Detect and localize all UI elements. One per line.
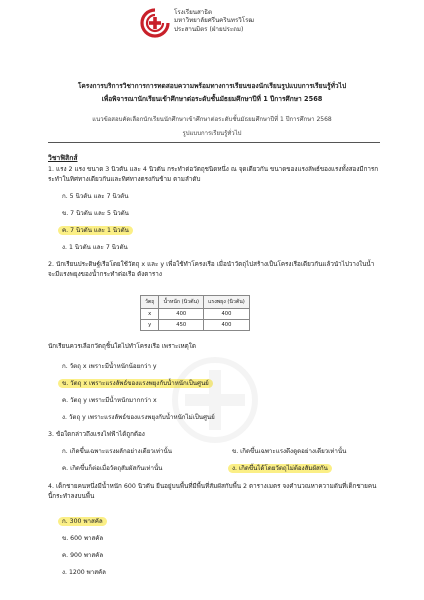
q2-option-d: ง. วัตถุ y เพราะแรงลัพธ์ของแรงพยุงกับน้ำหนักไม่เป็นศูนย์ bbox=[62, 414, 215, 421]
subject-heading: วิชาฟิสิกส์ bbox=[48, 154, 78, 162]
q2-option-c: ค. วัตถุ y เพราะมีน้ำหนักมากกว่า x bbox=[62, 397, 157, 404]
table-header-cell: แรงพยุง (นิวตัน) bbox=[204, 296, 250, 309]
table-cell: 400 bbox=[159, 309, 204, 320]
doc-subtitle-line-1: แนวข้อสอบคัดเลือกนักเรียนนักศึกษาเข้าศึกษาต่อระดับชั้นมัธยมศึกษาปีที่ 1 ปีการศึกษา 2568 bbox=[92, 116, 332, 123]
q3-option-b: ข. เกิดขึ้นเฉพาะแรงดึงดูดอย่างเดียวเท่านั้น bbox=[232, 448, 347, 455]
doc-title-line-1: โครงการบริการวิชาการการทดสอบความพร้อมทางการเรียนของนักเรียนรูปแบบการเรียนรู้ทั่วไป bbox=[77, 82, 347, 90]
question-3-text: 3. ข้อใดกล่าวถึงแรงไฟฟ้าได้ถูกต้อง bbox=[48, 431, 145, 438]
doc-subtitle-line-2: รูปแบบการเรียนรู้ทั่วไป bbox=[182, 130, 242, 137]
q4-option-a bbox=[62, 516, 107, 526]
q3-option-a: ก. เกิดขึ้นเฉพาะแรงผลักอย่างเดียวเท่านั้น bbox=[62, 448, 172, 455]
q4-answer-highlight: ก. 300 พาสคัล bbox=[58, 517, 107, 526]
q3-answer-highlight: ง. เกิดขึ้นได้โดยวัตถุไม่ต้องสัมผัสกัน bbox=[228, 464, 332, 473]
q4-option-d: ง. 1200 พาสคัล bbox=[62, 569, 106, 576]
table-cell: 400 bbox=[204, 309, 250, 320]
table-row bbox=[141, 320, 250, 331]
table-header-cell: น้ำหนัก (นิวตัน) bbox=[159, 296, 204, 309]
table-cell: 400 bbox=[204, 320, 250, 331]
q2-table bbox=[140, 295, 250, 331]
table-header-row bbox=[141, 296, 250, 309]
school-name bbox=[174, 9, 254, 34]
q4-option-c: ค. 900 พาสคัล bbox=[62, 552, 104, 559]
table-cell: x bbox=[141, 309, 159, 320]
q3-option-c: ค. เกิดขึ้นก็ต่อเมื่อวัตถุสัมผัสกันเท่านั้น bbox=[62, 465, 163, 472]
table-cell: y bbox=[141, 320, 159, 331]
question-4-text: 4. เด็กชายคนหนึ่งมีน้ำหนัก 600 นิวตัน ยืนอยู่บนพื้นที่มีพื้นที่สัมผัสกับพื้น 2 ตารางเมตร จงคำนวณหาความดันที่เด็กชายคนนี้กระทำลงบนพื้น bbox=[48, 483, 377, 500]
q1-option-b: ข. 7 นิวตัน และ 5 นิวตัน bbox=[62, 210, 129, 217]
table-row bbox=[141, 309, 250, 320]
question-1-text: 1. แรง 2 แรง ขนาด 3 นิวตัน และ 4 นิวตัน กระทำต่อวัตถุชนิดหนึ่ง ณ จุดเดียวกัน ขนาดของแรงลัพธ์ของแรงทั้งสองมีการกระทำในทิศทางเดียวกันและทิศทางตรงกันข้าม ตามลำดับ bbox=[48, 166, 379, 183]
q2-option-a: ก. วัตถุ x เพราะมีน้ำหนักน้อยกว่า y bbox=[62, 363, 157, 370]
q1-answer-highlight: ค. 7 นิวตัน และ 1 นิวตัน bbox=[58, 226, 133, 235]
q4-option-b: ข. 600 พาสคัล bbox=[62, 535, 104, 542]
q2-answer-highlight: ข. วัตถุ x เพราะแรงลัพธ์ของแรงพยุงกับน้ำหนักเป็นศูนย์ bbox=[58, 379, 213, 388]
doc-title-line-2: เพื่อพิจารณานักเรียนเข้าศึกษาต่อระดับชั้นมัธยมศึกษาปีที่ 1 ปีการศึกษา 2568 bbox=[101, 95, 323, 103]
school-line-2: มหาวิทยาลัยศรีนครินทรวิโรฒ bbox=[174, 17, 254, 25]
q2-prompt: นักเรียนควรเลือกวัตถุชิ้นใดไปทำโครงเรือ เพราะเหตุใด bbox=[48, 343, 196, 350]
watermark-logo-icon bbox=[150, 330, 280, 530]
table-header-cell: วัตถุ bbox=[141, 296, 159, 309]
school-line-1: โรงเรียนสาธิต bbox=[174, 9, 213, 16]
table-cell: 450 bbox=[159, 320, 204, 331]
question-2-text: 2. นักเรียนประดิษฐ์เรือโดยใช้วัตถุ x และ y เพื่อใช้ทำโครงเรือ เมื่อนำวัตถุไปสร้างเป็นโครงเรือเดียวกันแล้วนำไปวางในน้ำ จะมีแรงพยุงของน้ำกระทำต่อเรือ ดังตาราง bbox=[48, 261, 375, 278]
q1-option-c bbox=[62, 225, 133, 235]
q1-option-d: ง. 1 นิวตัน และ 7 นิวตัน bbox=[62, 244, 128, 251]
school-logo-icon bbox=[140, 8, 170, 38]
q1-option-a: ก. 5 นิวตัน และ 7 นิวตัน bbox=[62, 193, 129, 200]
school-line-3: ประสานมิตร (ฝ่ายประถม) bbox=[174, 25, 244, 33]
header-divider bbox=[48, 142, 380, 143]
